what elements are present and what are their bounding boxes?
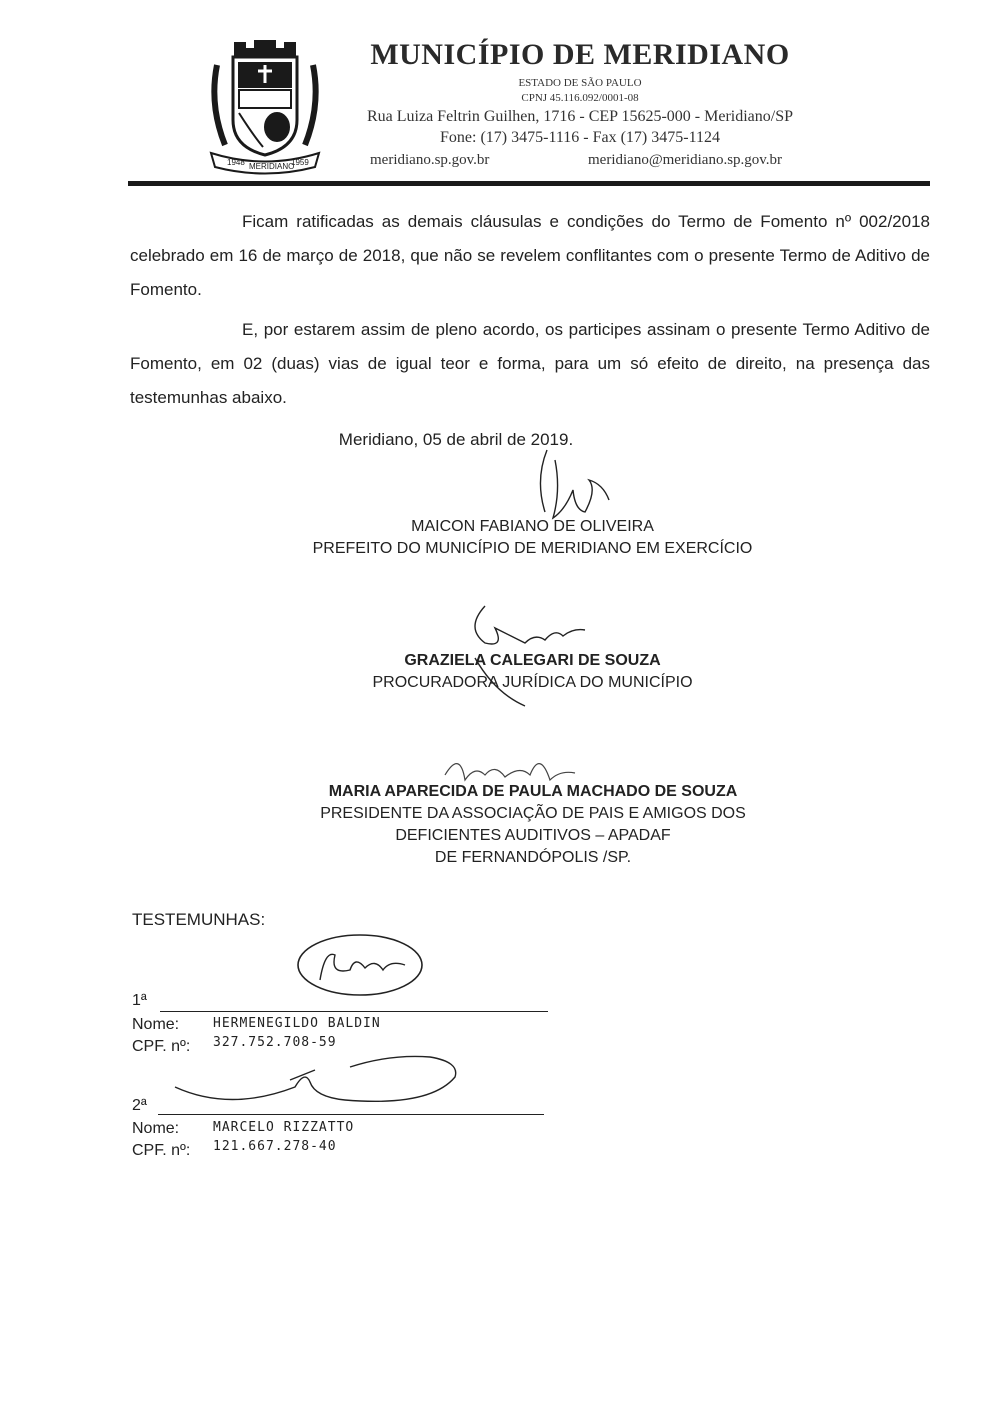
president-role-line1: PRESIDENTE DA ASSOCIAÇÃO DE PAIS E AMIGOS DOS xyxy=(320,805,746,822)
signatory-president xyxy=(283,781,783,869)
paragraph-agreement: E, por estarem assim de pleno acordo, os participes assinam o presente Termo Aditivo de Fomento, em 02 (duas) vias de igual teor e forma, para um só efeito de direito, na presença das testemunhas abaixo. xyxy=(130,320,930,407)
witness-1-name: HERMENEGILDO BALDIN xyxy=(213,1016,381,1031)
municipal-crest-logo xyxy=(205,35,325,175)
email: meridiano@meridiano.sp.gov.br xyxy=(588,152,783,168)
phone-fax: Fone: (17) 3475-1116 - Fax (17) 3475-1124 xyxy=(440,129,720,146)
state-name: ESTADO DE SÃO PAULO xyxy=(518,77,642,89)
witness-2-cpf-label: CPF. nº: xyxy=(132,1142,191,1159)
witness-2-name-label: Nome: xyxy=(132,1120,180,1137)
svg-text:1959: 1959 xyxy=(291,158,309,167)
attorney-name: GRAZIELA CALEGARI DE SOUZA xyxy=(404,652,661,669)
witness-1-name-label: Nome: xyxy=(132,1016,180,1033)
paragraph-ratification: Ficam ratificadas as demais cláusulas e condições do Termo de Fomento nº 002/2018 celebrado em 16 de março de 2018, que não se revelem conflitantes com o presente Termo de Aditivo de Fomento. xyxy=(130,212,930,299)
svg-text:MERIDIANO: MERIDIANO xyxy=(249,162,295,171)
president-name: MARIA APARECIDA DE PAULA MACHADO DE SOUZA xyxy=(328,783,738,800)
witness-1-cpf-label: CPF. nº: xyxy=(132,1038,191,1055)
witness-2-name: MARCELO RIZZATTO xyxy=(213,1120,355,1135)
signature-mayor xyxy=(525,440,625,525)
municipality-title: MUNICÍPIO DE MERIDIANO xyxy=(370,38,790,71)
attorney-role: PROCURADORA JURÍDICA DO MUNICÍPIO xyxy=(372,674,693,691)
header-divider xyxy=(128,181,930,186)
cnpj-number: CPNJ 45.116.092/0001-08 xyxy=(521,92,639,104)
website: meridiano.sp.gov.br xyxy=(370,152,490,168)
mayor-role: PREFEITO DO MUNICÍPIO DE MERIDIANO EM EXERCÍCIO xyxy=(312,540,753,557)
svg-text:1948: 1948 xyxy=(227,158,245,167)
signatory-mayor xyxy=(280,516,785,560)
mayor-name: MAICON FABIANO DE OLIVEIRA xyxy=(411,518,654,535)
signatory-attorney xyxy=(345,650,720,694)
witness-2-number: 2ª xyxy=(132,1097,147,1114)
president-role-line3: DE FERNANDÓPOLIS /SP. xyxy=(434,849,632,866)
president-role-line2: DEFICIENTES AUDITIVOS – APADAF xyxy=(395,827,671,844)
witnesses-title: TESTEMUNHAS: xyxy=(132,910,266,929)
witness-2-cpf: 121.667.278-40 xyxy=(213,1139,337,1154)
witness-2-signature-line xyxy=(158,1114,544,1115)
date-line: Meridiano, 05 de abril de 2019. xyxy=(338,430,574,449)
witness-1-number: 1ª xyxy=(132,992,147,1009)
signature-witness-2 xyxy=(170,1052,465,1117)
witness-1-signature-line xyxy=(160,1011,548,1012)
signature-witness-1 xyxy=(295,930,425,1000)
address: Rua Luiza Feltrin Guilhen, 1716 - CEP 15625-000 - Meridiano/SP xyxy=(366,108,794,125)
witness-1-cpf: 327.752.708-59 xyxy=(213,1035,337,1050)
